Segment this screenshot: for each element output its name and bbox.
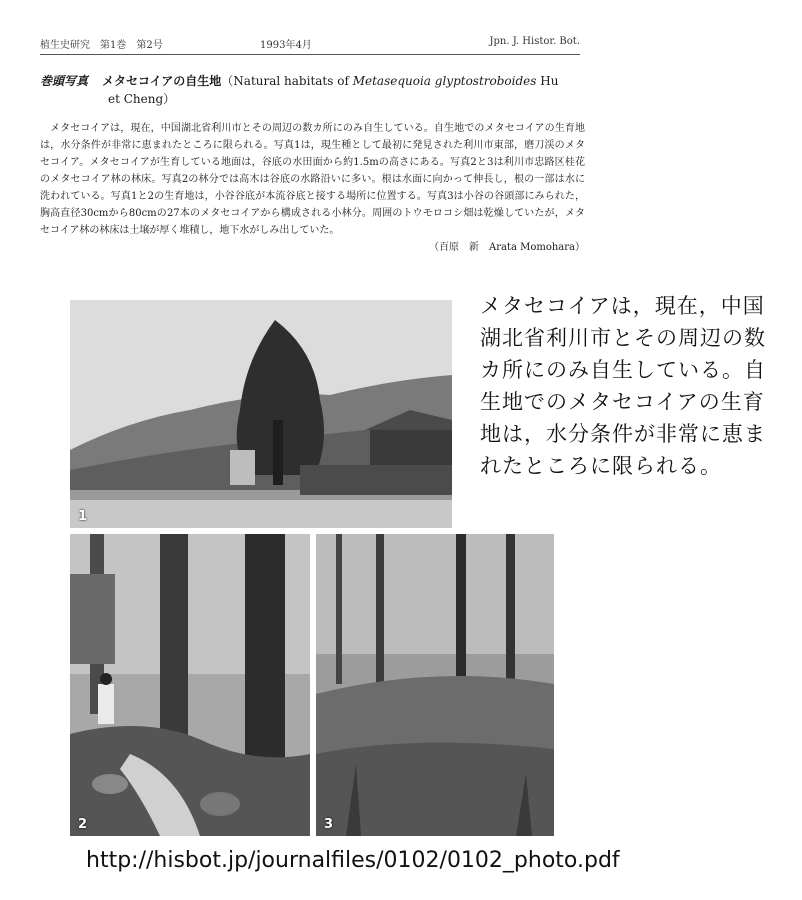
author-credit: （百原 新 Arata Momohara） [428,242,585,253]
photo-1-number: 1 [78,509,88,524]
title-english-prefix: （Natural habitats of [221,74,353,88]
description-paragraph [40,120,585,256]
title-species-name: Metasequoia glyptostroboides [352,74,537,88]
journal-name: 植生史研究 第1巻 第2号 [40,40,163,51]
side-note-summary: メタセコイアは，現在，中国湖北省利川市とその周辺の数カ所にのみ自生している。自生地でのメタセコイアの生育地は，水分条件が非常に恵まれたところに限られる。 [480,294,766,478]
issue-date: 1993年4月 [260,40,312,51]
title-author-cheng: et Cheng） [108,92,176,106]
journal-abbreviation: Jpn. J. Histor. Bot. [489,36,580,47]
source-url[interactable]: http://hisbot.jp/journalfiles/0102/0102_photo.pdf [86,848,620,873]
frontispiece-title [40,72,585,108]
photo-3-forest-floor [316,534,554,836]
photo-2-forest-stream [70,534,310,836]
photo-3-number: 3 [324,817,334,832]
photo-1-metasequoia-tree [70,300,452,528]
photo-2-number: 2 [78,817,88,832]
title-author-hu: Hu [536,74,559,88]
description-text: メタセコイアは，現在，中国湖北省利川市とその周辺の数カ所にのみ自生している。自生地でのメタセコイアの生育地は，水分条件が非常に恵まれたところに限られる。写真1は，現生種として最初に発見された利川市東部，磨刀渓のメタセコイア。メタセコイアが生育している地面は，谷底の水田面から約1.5mの高さにある。写真2と3は利川市忠路区桂花のメタセコイア林の林床。写真2の林分では高木は谷底の水路沿いに多い。根は水面に向かって伸長し，根の一部は水に洗われている。写真1と2の生育地は，小谷谷底が本流谷底と接する場所に位置する。写真3は小谷の谷頭部にみられた，胸高直径30cmから80cmの27本のメタセコイアから構成される小林分。周囲のトウモロコシ畑は乾燥していたが，メタセコイア林の林床は土壌が厚く堆積し，地下水がしみ出していた。 [40,123,585,236]
title-japanese: メタセコイアの自生地 [102,74,222,88]
frontispiece-label: 巻頭写真 [40,74,89,88]
header-rule [40,54,580,55]
